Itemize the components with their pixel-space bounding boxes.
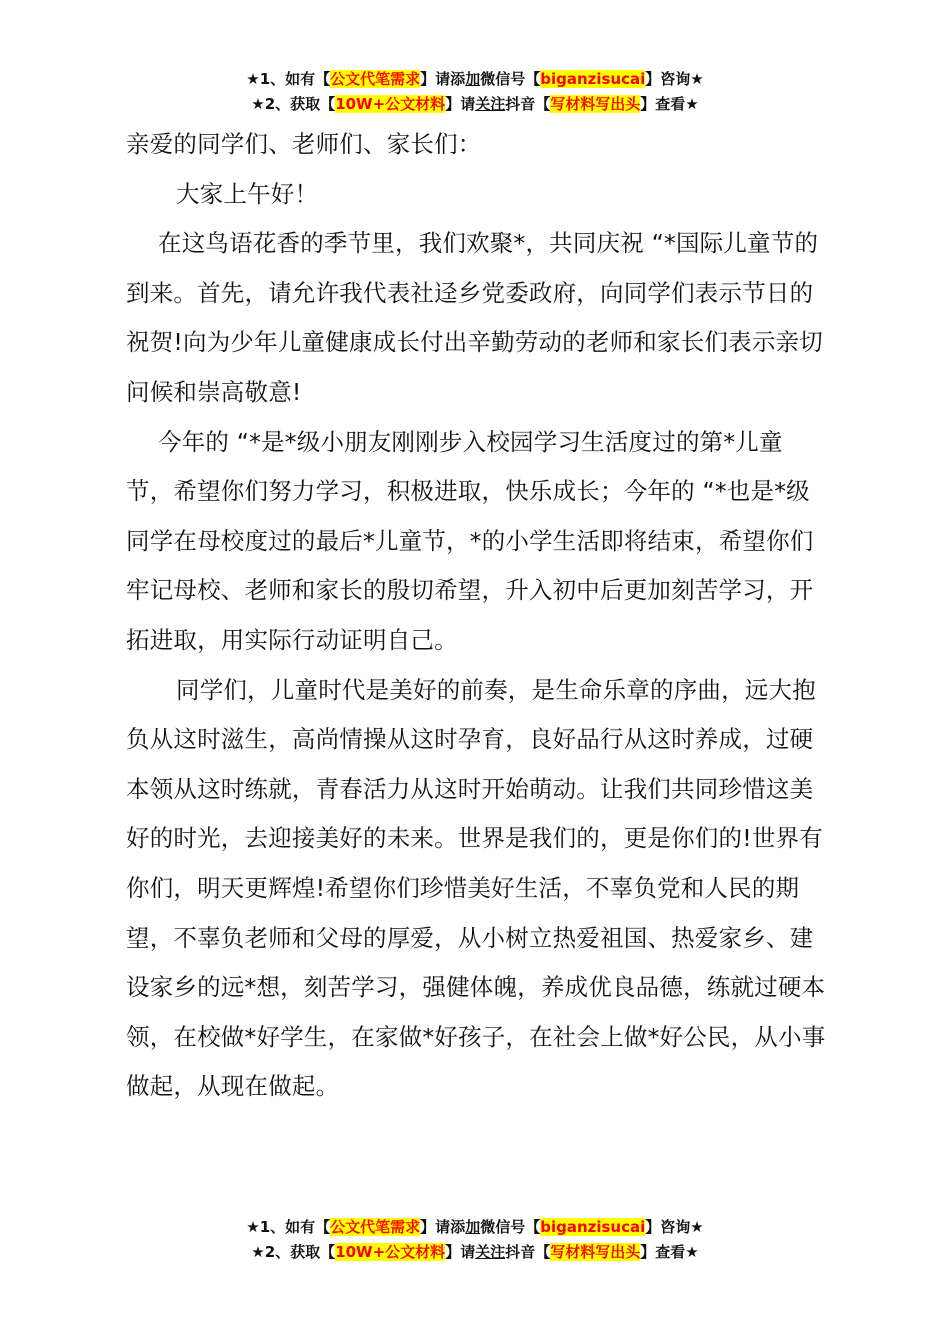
banner-underlined-text: 关注: [475, 1243, 506, 1261]
banner-text: 微信号【: [480, 70, 541, 88]
highlight-materials: 10W+公文材料: [335, 1243, 446, 1261]
highlight-douyin-account: 写材料写出头: [550, 95, 641, 113]
highlight-service: 公文代笔需求: [330, 1218, 421, 1236]
highlight-wechat-id: biganzisucai: [540, 70, 646, 88]
banner-text: 】咨询★: [645, 70, 704, 88]
salutation: 亲爱的同学们、老师们、家长们：: [126, 130, 482, 158]
banner-text: 】请添: [420, 1218, 466, 1236]
footer-banner: [0, 1215, 950, 1265]
greeting: 大家上午好！: [176, 179, 319, 208]
banner-line-1: [0, 67, 950, 92]
banner-line-1: [0, 1215, 950, 1240]
paragraph-2: 今年的 “*是*级小朋友刚刚步入校园学习生活度过的第*儿童节，希望你们努力学习，积极进取，快乐成长；今年的 “*也是*级同学在母校度过的最后*儿童节，*的小学生活即将结束，希望你们牢记母校、老师和家长的殷切希望，升入初中后更加刻苦学习，开拓进取，用实际行动证明自己。: [126, 427, 814, 654]
banner-text: 抖音【: [505, 95, 551, 113]
banner-line-2: [0, 1240, 950, 1265]
highlight-douyin-account: 写材料写出头: [550, 1243, 641, 1261]
paragraph-3: 同学们，儿童时代是美好的前奏，是生命乐章的序曲，远大抱负从这时滋生，高尚情操从这时孕育，良好品行从这时养成，过硬本领从这时练就，青春活力从这时开始萌动。让我们共同珍惜这美好的时光，去迎接美好的未来。世界是我们的，更是你们的!世界有你们，明天更辉煌!希望你们珍惜美好生活，不辜负党和人民的期望，不辜负老师和父母的厚爱，从小树立热爱祖国、热爱家乡、建设家乡的远*想，刻苦学习，强健体魄，养成优良品德，练就过硬本领，在校做*好学生，在家做*好孩子，在社会上做*好公民，从小事做起，从现在做起。: [126, 675, 826, 1101]
banner-text: 】请: [445, 95, 476, 113]
banner-underlined-text: 加: [465, 70, 481, 88]
highlight-service: 公文代笔需求: [330, 70, 421, 88]
header-banner: [0, 67, 950, 117]
banner-text: 抖音【: [505, 1243, 551, 1261]
document-body: [126, 120, 830, 1112]
banner-text: 】请: [445, 1243, 476, 1261]
banner-underlined-text: 加: [465, 1218, 481, 1236]
banner-text: ★1、如有【: [246, 70, 331, 88]
highlight-materials: 10W+公文材料: [335, 95, 446, 113]
banner-text: 微信号【: [480, 1218, 541, 1236]
banner-text: 】查看★: [640, 95, 699, 113]
banner-text: 】咨询★: [645, 1218, 704, 1236]
highlight-wechat-id: biganzisucai: [540, 1218, 646, 1236]
banner-text: 】请添: [420, 70, 466, 88]
banner-text: ★1、如有【: [246, 1218, 331, 1236]
paragraph-1: 在这鸟语花香的季节里，我们欢聚*，共同庆祝 “*国际儿童节的到来。首先，请允许我代表社迳乡党委政府，向同学们表示节日的祝贺!向为少年儿童健康成长付出辛勤劳动的老师和家长们表示亲切问候和崇高敬意!: [126, 229, 823, 406]
banner-text: ★2、获取【: [251, 1243, 336, 1261]
banner-text: 】查看★: [640, 1243, 699, 1261]
banner-underlined-text: 关注: [475, 95, 506, 113]
banner-text: ★2、获取【: [251, 95, 336, 113]
banner-line-2: [0, 92, 950, 117]
